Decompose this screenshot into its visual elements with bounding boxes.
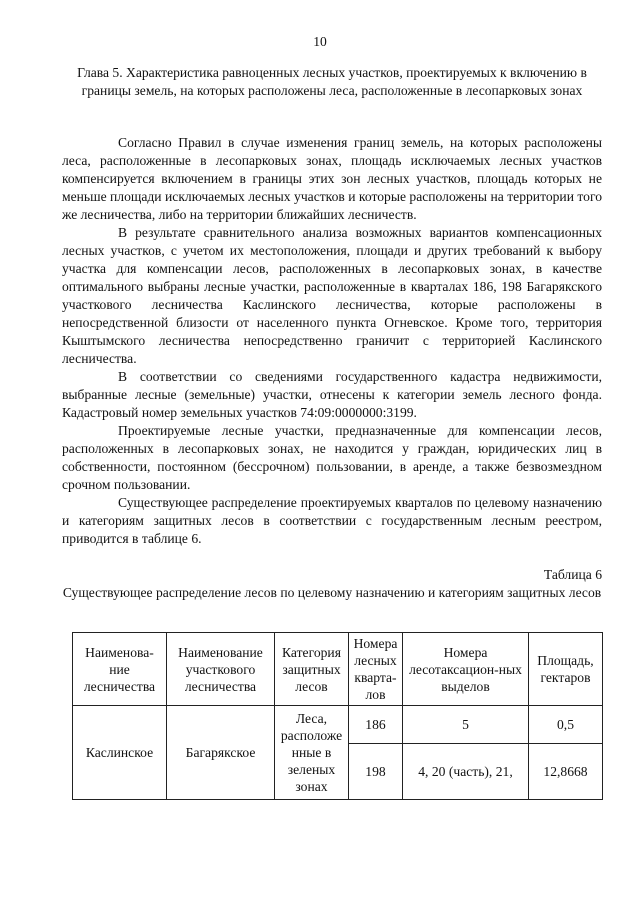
paragraph: Проектируемые лесные участки, предназначенные для компенсации лесов, расположенных в лесопарковых зонах, не находится у граждан, юридических лиц в собственности, постоянном (бессрочном) пользовании, в аренде, а также безвозмездном срочном пользовании. [62, 423, 602, 492]
cell-area: 0,5 [529, 706, 603, 744]
page-number: 10 [313, 34, 327, 49]
cell-quarter: 198 [349, 744, 403, 800]
table-row [73, 706, 603, 744]
paragraph: Согласно Правил в случае изменения границ земель, на которых расположены леса, расположенные в лесопарковых зонах, площадь исключаемых лесных участков компенсируется включением в границы этих зон лесных участков, площадь которых не меньше площади исключаемых лесных участков и которые расположены на территории того же лесничества, либо на территории ближайших лесничеств. [62, 135, 602, 222]
table-label: Таблица 6 [543, 567, 602, 582]
header-forestry: Наименова-ние лесничества [73, 633, 167, 706]
header-district-forestry: Наименование участкового лесничества [167, 633, 275, 706]
paragraph: В результате сравнительного анализа возможных вариантов компенсационных лесных участков, с учетом их местоположения, площади и других требований к выбору участка для компенсации лесов, расположенных в лесопарковых зонах, в качестве оптимального выбраны лесные участки, расположенные в кварталах 186, 198 Багарякского участкового лесничества Каслинского лесничества, которые расположены в непосредственной близости от населенного пункта Огневское. Кроме того, территория Кыштымского лесничества непосредственно граничит с территорией Каслинского лесничества. [62, 225, 602, 366]
paragraph: В соответствии со сведениями государственного кадастра недвижимости, выбранные лесные (земельные) участки, отнесены к категории земель лесного фонда. Кадастровый номер земельных участков 74:09:0000000:3199. [62, 369, 602, 420]
table-caption: Существующее распределение лесов по целевому назначению и категориям защитных лесов [62, 585, 602, 600]
body-text [62, 134, 602, 548]
header-category: Категория защитных лесов [275, 633, 349, 706]
cell-quarter: 186 [349, 706, 403, 744]
cell-category: Леса, расположе нные в зеленых зонах [275, 706, 349, 800]
cell-area: 12,8668 [529, 744, 603, 800]
cell-forestry: Каслинское [73, 706, 167, 800]
cell-district-forestry: Багарякское [167, 706, 275, 800]
paragraph: Существующее распределение проектируемых кварталов по целевому назначению и категориям защитных лесов в соответствии с государственным лесным реестром, приводится в таблице 6. [62, 495, 602, 546]
cell-plots: 5 [403, 706, 529, 744]
chapter-title: Глава 5. Характеристика равноценных лесных участков, проектируемых к включению в границы земель, на которых расположены леса, расположенные в лесопарковых зонах [77, 65, 587, 98]
cell-plots: 4, 20 (часть), 21, [403, 744, 529, 800]
distribution-table [72, 632, 603, 800]
header-area: Площадь, гектаров [529, 633, 603, 706]
header-quarter: Номера лесных кварта-лов [349, 633, 403, 706]
table-header-row [73, 633, 603, 706]
header-plots: Номера лесотаксацион-ных выделов [403, 633, 529, 706]
